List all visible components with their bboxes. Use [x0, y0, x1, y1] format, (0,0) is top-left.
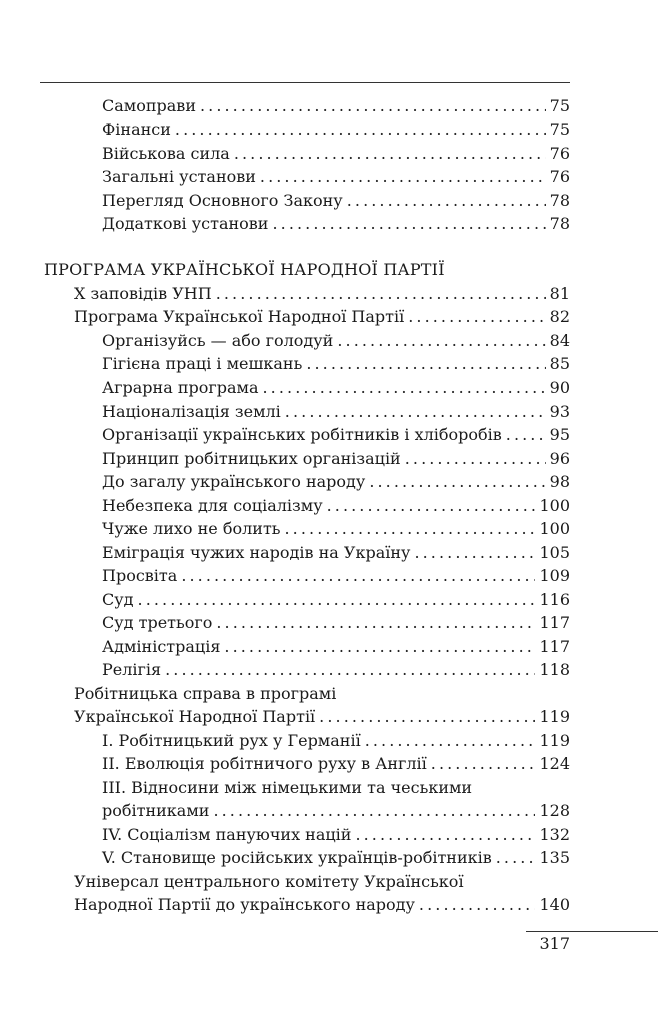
toc-entry[interactable] — [102, 448, 570, 470]
page-number: 317 — [539, 934, 570, 953]
toc-entry-page: 90 — [549, 378, 570, 397]
toc-entry-title-line[interactable]: Робітницька справа в програмі — [74, 684, 337, 703]
toc-entry[interactable] — [102, 119, 570, 141]
dot-leader — [234, 143, 546, 165]
toc-entry[interactable] — [102, 518, 570, 540]
dot-leader — [355, 824, 535, 846]
toc-entry-title: ІІ. Еволюція робітничого руху в Англії — [102, 754, 427, 773]
section-heading: ПРОГРАМА УКРАЇНСЬКОЇ НАРОДНОЇ ПАРТІЇ — [44, 260, 445, 279]
dot-leader — [496, 847, 536, 869]
toc-entry[interactable] — [102, 213, 570, 235]
dot-leader — [306, 353, 545, 375]
dot-leader — [506, 424, 546, 446]
dot-leader — [263, 377, 546, 399]
dot-leader — [405, 448, 546, 470]
toc-entry-page: 78 — [549, 214, 570, 233]
dot-leader — [319, 706, 535, 728]
footer-rule — [526, 931, 658, 932]
toc-entry[interactable] — [102, 636, 570, 658]
dot-leader — [272, 213, 545, 235]
toc-entry[interactable] — [74, 706, 570, 728]
toc-entry[interactable] — [102, 730, 570, 752]
toc-entry-page: 78 — [549, 191, 570, 210]
toc-entry[interactable] — [102, 401, 570, 423]
toc-entry-page: 116 — [539, 590, 570, 609]
dot-leader — [213, 800, 535, 822]
toc-entry-page: 124 — [539, 754, 570, 773]
dot-leader — [408, 306, 545, 328]
dot-leader — [138, 589, 536, 611]
toc-entry-page: 117 — [539, 613, 570, 632]
toc-entry-title: IV. Соціалізм пануючих націй — [102, 825, 352, 844]
toc-entry-title-line[interactable]: ІІІ. Відносини між німецькими та чеськими — [102, 778, 473, 797]
toc-entry-title: Націоналізація землі — [102, 402, 281, 421]
toc-entry[interactable] — [102, 542, 570, 564]
toc-entry[interactable] — [102, 143, 570, 165]
toc-entry-page: 81 — [549, 284, 570, 303]
dot-leader — [431, 753, 536, 775]
toc-entry-title: До загалу українського народу — [102, 472, 366, 491]
toc-entry[interactable] — [74, 894, 570, 916]
toc-entry[interactable] — [102, 95, 570, 117]
toc-entry-page: 93 — [549, 402, 570, 421]
dot-leader — [285, 401, 546, 423]
dot-leader — [200, 95, 546, 117]
toc-entry-page: 109 — [539, 566, 570, 585]
toc-entry-title: Суд третього — [102, 613, 213, 632]
toc-entry[interactable] — [102, 190, 570, 212]
toc-entry[interactable] — [102, 824, 570, 846]
dot-leader — [224, 636, 535, 658]
toc-entry-title: І. Робітницький рух у Германії — [102, 731, 361, 750]
toc-entry[interactable] — [102, 424, 570, 446]
dot-leader — [369, 471, 545, 493]
toc-entry-page: 132 — [539, 825, 570, 844]
toc-entry-page: 140 — [539, 895, 570, 914]
toc-entry-page: 85 — [549, 354, 570, 373]
dot-leader — [175, 119, 546, 141]
toc-entry-title: Аграрна програма — [102, 378, 259, 397]
toc-entry[interactable] — [102, 353, 570, 375]
toc-entry[interactable] — [74, 283, 570, 305]
toc-entry[interactable] — [102, 471, 570, 493]
dot-leader — [414, 542, 535, 564]
toc-entry-title: Організуйсь — або голодуй — [102, 331, 334, 350]
toc-entry-title: Суд — [102, 590, 134, 609]
toc-entry-title: Української Народної Партії — [74, 707, 316, 726]
toc-entry-title: V. Становище російських українців-робітників — [102, 848, 492, 867]
toc-entry-title: робітниками — [102, 801, 210, 820]
toc-entry[interactable] — [102, 847, 570, 869]
dot-leader — [260, 166, 546, 188]
toc-entry-title: Чуже лихо не болить — [102, 519, 281, 538]
toc-entry[interactable] — [102, 589, 570, 611]
dot-leader — [327, 495, 536, 517]
toc-entry-title: Гігієна праці і мешкань — [102, 354, 303, 373]
toc-entry[interactable] — [102, 377, 570, 399]
toc-entry-title: Організації українських робітників і хліборобів — [102, 425, 502, 444]
dot-leader — [419, 894, 536, 916]
toc-entry-page: 119 — [539, 731, 570, 750]
toc-entry-title: Релігія — [102, 660, 162, 679]
toc-entry-title: Адміністрація — [102, 637, 221, 656]
toc-entry[interactable] — [102, 612, 570, 634]
toc-entry[interactable] — [102, 495, 570, 517]
toc-entry-title: Загальні установи — [102, 167, 256, 186]
toc-entry-title: Перегляд Основного Закону — [102, 191, 343, 210]
toc-entry-page: 76 — [549, 167, 570, 186]
toc-entry-title: Принцип робітницьких організацій — [102, 449, 401, 468]
toc-entry-page: 119 — [539, 707, 570, 726]
toc-entry-page: 98 — [549, 472, 570, 491]
toc-entry-page: 75 — [549, 96, 570, 115]
toc-entry-page: 117 — [539, 637, 570, 656]
dot-leader — [165, 659, 535, 681]
toc-entry[interactable] — [102, 330, 570, 352]
toc-entry[interactable] — [102, 753, 570, 775]
toc-entry-title: Просвіта — [102, 566, 178, 585]
toc-entry-page: 76 — [549, 144, 570, 163]
toc-entry-title: Фінанси — [102, 120, 171, 139]
dot-leader — [216, 612, 535, 634]
toc-entry-title: Самоправи — [102, 96, 196, 115]
toc-entry-page: 118 — [539, 660, 570, 679]
dot-leader — [216, 283, 546, 305]
toc-entry[interactable] — [74, 306, 570, 328]
toc-entry[interactable] — [102, 659, 570, 681]
toc-entry-page: 84 — [549, 331, 570, 350]
toc-entry-title: Еміграція чужих народів на Україну — [102, 543, 411, 562]
toc-entry[interactable] — [102, 800, 570, 822]
toc-entry-title: Небезпека для соціалізму — [102, 496, 323, 515]
toc-entry-page: 105 — [539, 543, 570, 562]
toc-entry-page: 95 — [549, 425, 570, 444]
toc-entry-page: 128 — [539, 801, 570, 820]
toc-entry-page: 135 — [539, 848, 570, 867]
toc-entry-title-line[interactable]: Універсал центрального комітету Української — [74, 872, 464, 891]
toc-entry-page: 96 — [549, 449, 570, 468]
toc-entry-page: 75 — [549, 120, 570, 139]
dot-leader — [285, 518, 536, 540]
toc-entry[interactable] — [102, 166, 570, 188]
toc-entry-page: 82 — [549, 307, 570, 326]
toc-entry-title: Програма Української Народної Партії — [74, 307, 405, 326]
dot-leader — [365, 730, 536, 752]
dot-leader — [347, 190, 546, 212]
toc-entry-title: Народної Партії до українського народу — [74, 895, 415, 914]
toc-entry[interactable] — [102, 565, 570, 587]
toc-entry-page: 100 — [539, 519, 570, 538]
toc-entry-title: Військова сила — [102, 144, 230, 163]
dot-leader — [337, 330, 545, 352]
toc-entry-title: X заповідів УНП — [74, 284, 212, 303]
toc-entry-page: 100 — [539, 496, 570, 515]
dot-leader — [181, 565, 535, 587]
toc-entry-title: Додаткові установи — [102, 214, 269, 233]
